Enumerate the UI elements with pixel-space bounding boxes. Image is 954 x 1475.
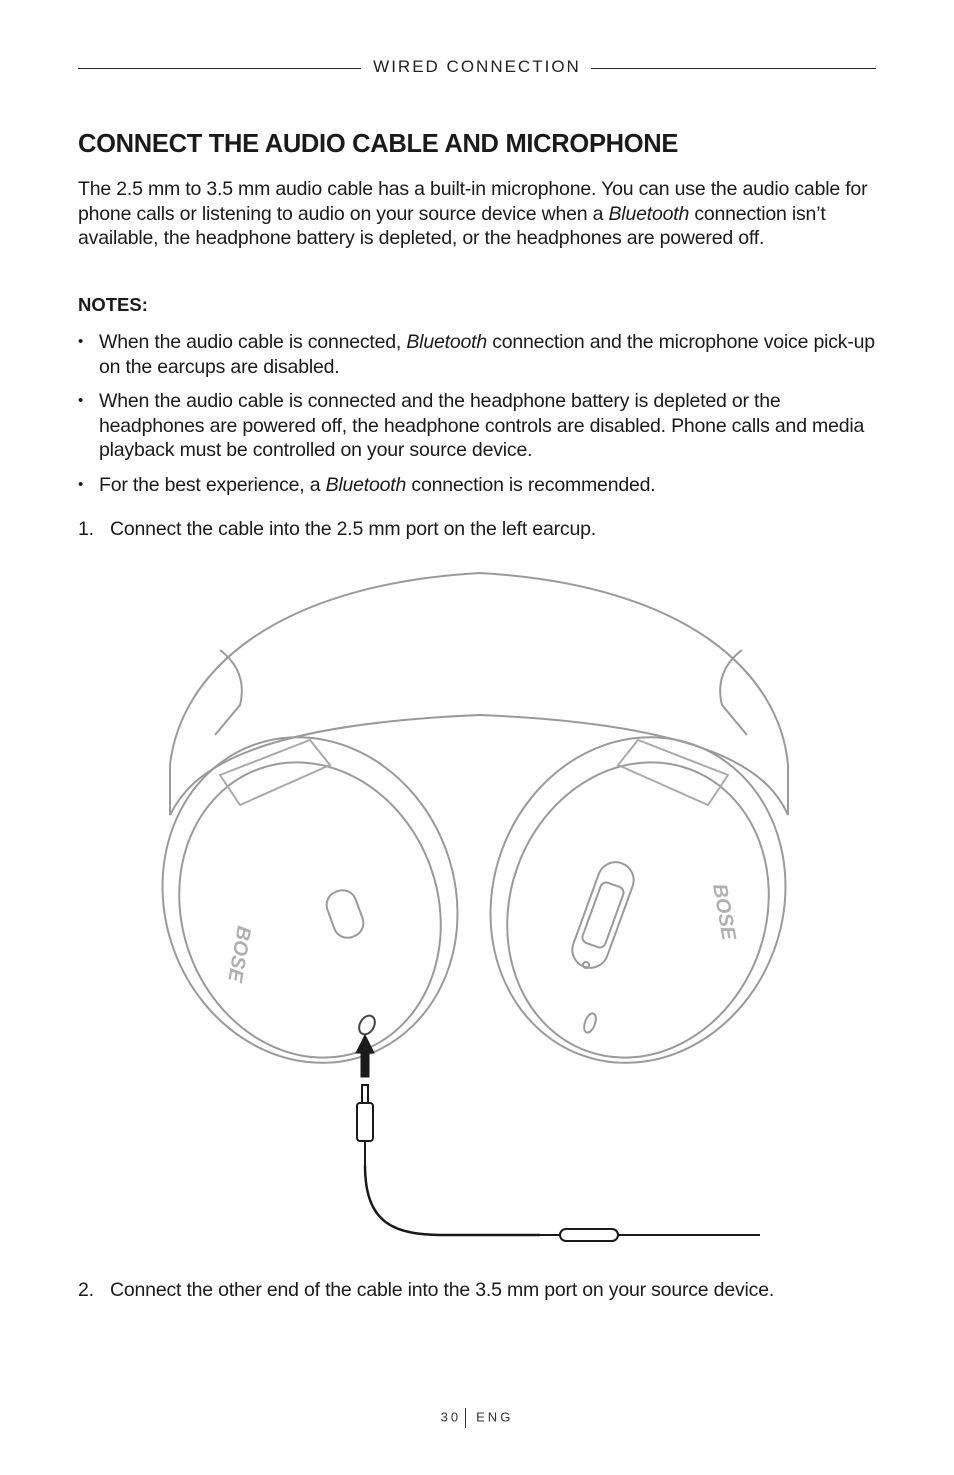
bullet-icon: • <box>78 392 84 409</box>
intro-text-1: The 2.5 mm to 3.5 mm audio cable has a built-in microphone. You can use the audio cable for phone calls or listening to audio on your source device when a <box>78 178 868 225</box>
bullet-icon: • <box>78 475 84 493</box>
intro-text-2: connection isn’t available, the headphone battery is depleted, or the headphones are powered off. <box>78 202 826 249</box>
language-code: ENG <box>476 1409 514 1425</box>
note-italic: Bluetooth <box>325 473 407 496</box>
arrow-up-icon <box>356 1035 374 1077</box>
note-item <box>78 330 878 379</box>
audio-plug <box>357 1085 373 1175</box>
note-text: When the audio cable is connected and the headphone battery is depleted or the headphones are powered off, the headphone controls are disabled. Phone calls and media playback must be controlled on your source device. <box>99 390 865 461</box>
step-text: Connect the other end of the cable into the 3.5 mm port on your source device. <box>110 1279 775 1301</box>
notes-heading: NOTES: <box>78 294 148 315</box>
note-item <box>78 389 878 463</box>
left-earcup <box>160 695 503 1104</box>
audio-cable <box>365 1165 540 1235</box>
right-earcup <box>445 695 800 1104</box>
step-number: 2. <box>78 1279 94 1301</box>
intro-bluetooth: Bluetooth <box>608 202 690 225</box>
page-title: CONNECT THE AUDIO CABLE AND MICROPHONE <box>78 130 679 158</box>
headband <box>170 573 788 815</box>
step-text: Connect the cable into the 2.5 mm port on the left earcup. <box>110 518 596 540</box>
bullet-icon: • <box>78 333 84 350</box>
step-2 <box>78 1278 878 1303</box>
note-item <box>78 473 878 498</box>
logo-left: BOSE <box>223 924 255 984</box>
inline-microphone <box>540 1229 760 1241</box>
headphones-illustration <box>160 565 800 1255</box>
footer-separator <box>465 1408 466 1428</box>
step-1 <box>78 517 878 542</box>
note-text: connection and the microphone voice pick-up on the earcups are disabled. <box>99 331 875 378</box>
section-header-label: WIRED CONNECTION <box>373 57 581 76</box>
header-rule-right <box>591 68 876 69</box>
page-footer <box>0 1408 954 1428</box>
notes-list <box>78 330 878 507</box>
logo-right: BOSE <box>708 882 740 942</box>
headband-inner-left <box>215 650 242 735</box>
note-italic: Bluetooth <box>406 331 487 353</box>
headband-inner-right <box>720 650 747 735</box>
step-number: 1. <box>78 518 94 540</box>
intro-paragraph <box>78 177 878 251</box>
note-text: When the audio cable is connected, <box>99 331 407 353</box>
section-header <box>78 57 876 87</box>
note-text: For the best experience, a <box>99 473 326 496</box>
page-number: 30 <box>440 1409 462 1425</box>
note-text: connection is recommended. <box>406 473 656 496</box>
